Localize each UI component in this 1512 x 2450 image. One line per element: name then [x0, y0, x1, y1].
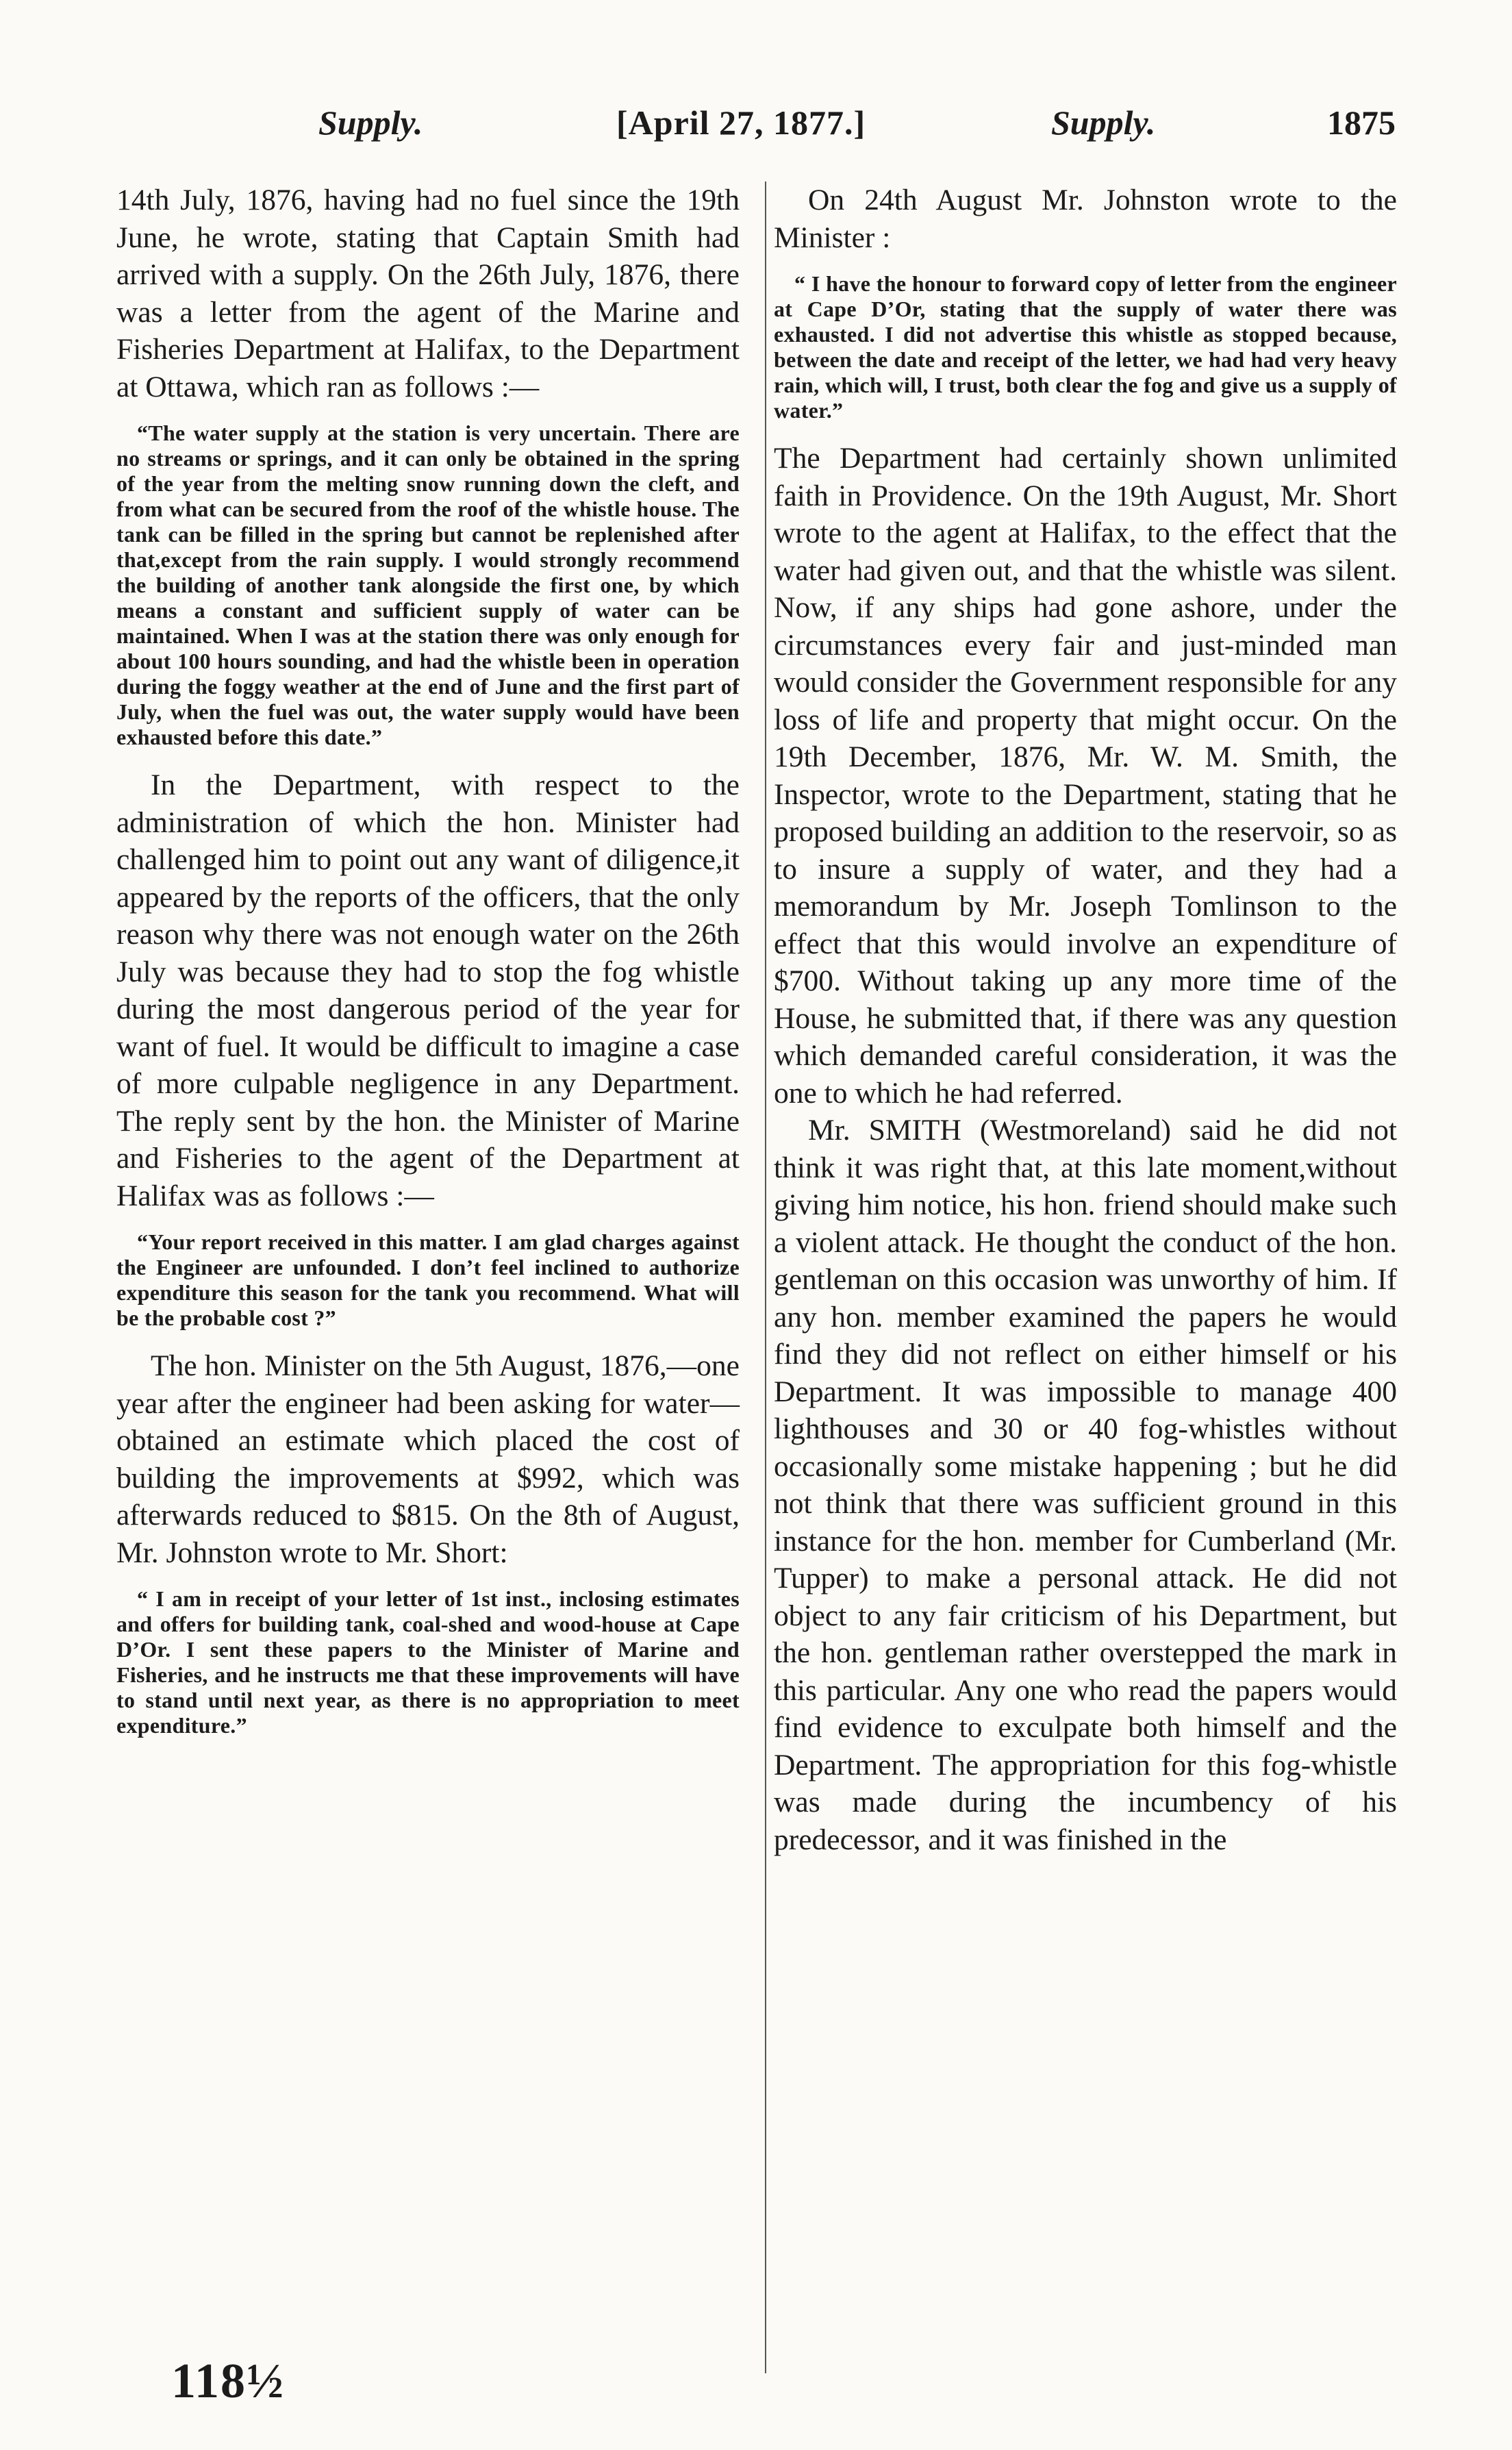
paragraph: On 24th August Mr. Johnston wrote to the Minister :	[774, 184, 1397, 254]
paragraph: The Department had certainly shown unlimited faith in Providence. On the 19th August, Mr. Short wrote to the agent at Halifax, to the effect that the water had given out, and that the whistle was silent. Now, if any ships had gone ashore, under the circumstances every fair and just-minded man would consider the Government responsible for any loss of life and property that might occur. On the 19th December, 1876, Mr. W. M. Smith, the Inspector, wrote to the Department, stating that he proposed building an addition to the reservoir, so as to insure a supply of water, and they had a memorandum by Mr. Joseph Tomlinson to the effect that this would involve an expenditure of $700. Without taking up any more time of the House, he submitted that, if there was any question which demanded careful consideration, it was the one to which he had referred.	[774, 442, 1397, 1110]
page-number: 1875	[1327, 103, 1396, 142]
paragraph: 14th July, 1876, having had no fuel since the 19th June, he wrote, stating that Captain Smith had arrived with a supply. On the 26th July, 1876, there was a letter from the agent of the Marine and Fisheries Department at Halifax, to the Department at Ottawa, which ran as follows :—	[116, 184, 740, 403]
paragraph: Mr. SMITH (Westmoreland) said he did not think it was right that, at this late moment,without giving him notice, his hon. friend should make such a violent attack. He thought the conduct of the hon. gentleman on this occasion was unworthy of him. If any hon. member examined the papers he would find they did not reflect on either himself or his Department. It was impossible to manage 400 lighthouses and 30 or 40 fog-whistles without occasionally some mistake happening ; but he did not think that there was sufficient ground in this instance for the hon. member for Cumberland (Mr. Tupper) to make a personal attack. He did not object to any fair criticism of his Department, but the hon. gentleman rather overstepped the mark in this particular. Any one who read the papers would find evidence to exculpate both himself and the Department. The appropriation for this fog-whistle was made during the incumbency of his predecessor, and it was finished in the	[774, 1114, 1397, 1856]
block-quote: “Your report received in this matter. I am glad charges against the Engineer are unfounded. I don’t feel inclined to authorize expenditure this season for the tank you recommend. What will be the probable cost ?”	[116, 1229, 740, 1330]
paragraph: The hon. Minister on the 5th August, 1876,—one year after the engineer had been asking for water—obtained an estimate which placed the cost of building the improvements at $992, which was afterwards reduced to $815. On the 8th of August, Mr. Johnston wrote to Mr. Short:	[116, 1349, 740, 1569]
header-left-section-title: Supply.	[318, 103, 423, 142]
signature-folio-mark: 118½	[171, 2353, 286, 2408]
block-quote: “ I am in receipt of your letter of 1st inst., inclosing estimates and offers for building tank, coal-shed and wood-house at Cape D’Or. I sent these papers to the Minister of Marine and Fisheries, and he instructs me that these improvements will have to stand until next year, as there is no appropriation to meet expenditure.”	[116, 1586, 740, 1738]
column-divider	[765, 182, 766, 2373]
block-quote: “The water supply at the station is very uncertain. There are no streams or springs, and it can only be obtained in the spring of the year from the melting snow running down the cleft, and from what can be secured from the roof of the whistle house. The tank can be filled in the spring but cannot be replenished after that,except from the rain supply. I would strongly recommend the building of another tank alongside the first one, by which means a constant and sufficient supply of water can be maintained. When I was at the station there was only enough for about 100 hours sounding, and had the whistle been in operation during the foggy weather at the end of June and the first part of July, when the fuel was out, the water supply would have been exhausted before this date.”	[116, 421, 740, 749]
right-column	[774, 182, 1397, 1858]
running-header	[116, 103, 1396, 171]
header-right-section-title: Supply.	[1051, 103, 1156, 142]
block-quote: “ I have the honour to forward copy of letter from the engineer at Cape D’Or, stating that the supply of water there was exhausted. I did not advertise this whistle as stopped because, between the date and receipt of the letter, we had had very heavy rain, which will, I trust, both clear the fog and give us a supply of water.”	[774, 271, 1397, 423]
paragraph: In the Department, with respect to the administration of which the hon. Minister had challenged him to point out any want of diligence,it appeared by the reports of the officers, that the only reason why there was not enough water on the 26th July was because they had to stop the fog whistle during the most dangerous period of the year for want of fuel. It would be difficult to imagine a case of more culpable negligence in any Department. The reply sent by the hon. the Minister of Marine and Fisheries to the agent of the Department at Halifax was as follows :—	[116, 768, 740, 1212]
header-date: [April 27, 1877.]	[616, 103, 866, 142]
left-column	[116, 182, 740, 1755]
